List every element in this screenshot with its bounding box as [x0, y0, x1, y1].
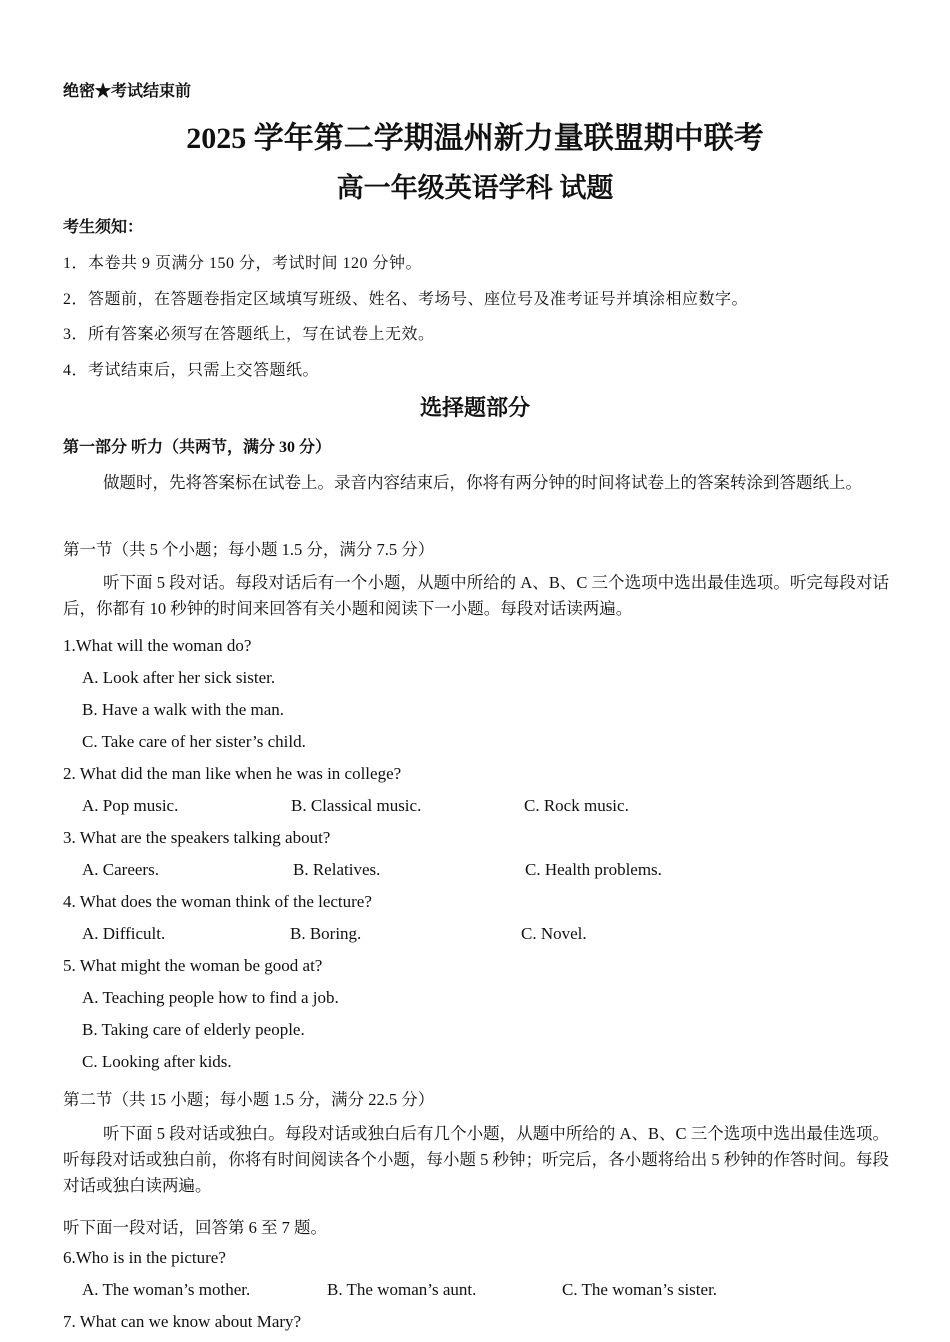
option-b: B. Classical music.: [291, 796, 422, 815]
option-a: A. Teaching people how to find a job.: [82, 988, 339, 1007]
exam-title: 2025 学年第二学期温州新力量联盟期中联考: [186, 122, 764, 155]
notice-item: 4．考试结束后，只需上交答题纸。: [63, 362, 320, 379]
notice-heading: 考生须知：: [63, 219, 144, 236]
question-stem: 5. What might the woman be good at?: [63, 956, 323, 975]
section2-instructions: 听下面 5 段对话或独白。每段对话或独白后有几个小题，从题中所给的 A、B、C 三个选项中选出最佳选项。听每段对话或独白前，你将有时间阅读各个小题，每小题 5 秒钟；听完后，各小题将给出 5 秒钟的作答时间。每段对话或独白读两遍。: [63, 1124, 889, 1195]
question-stem: 7. What can we know about Mary?: [63, 1312, 302, 1331]
option-c: C. Looking after kids.: [82, 1052, 232, 1071]
confidential-label: 绝密★考试结束前: [63, 83, 192, 100]
option-a: A. Difficult.: [82, 924, 166, 943]
option-a: A. Pop music.: [82, 796, 179, 815]
option-c: C. Health problems.: [525, 860, 662, 879]
part1-heading: 第一部分 听力（共两节，满分 30 分）: [63, 439, 332, 456]
option-b: B. Relatives.: [293, 860, 381, 879]
option-c: C. Novel.: [521, 924, 587, 943]
option-c: C. Take care of her sister’s child.: [82, 732, 306, 751]
question-stem: 4. What does the woman think of the lecture?: [63, 892, 372, 911]
option-c: C. Rock music.: [524, 796, 629, 815]
section-title: 选择题部分: [419, 395, 530, 420]
section1-instructions: 听下面 5 段对话。每段对话后有一个小题，从题中所给的 A、B、C 三个选项中选出最佳选项。听完每段对话后，你都有 10 秒钟的时间来回答有关小题和阅读下一小题。每段对话读两遍。: [63, 573, 889, 618]
section2-heading: 第二节（共 15 小题；每小题 1.5 分，满分 22.5 分）: [63, 1090, 435, 1109]
notice-item: 1．本卷共 9 页满分 150 分，考试时间 120 分钟。: [63, 255, 423, 272]
question-stem: 1.What will the woman do?: [63, 636, 252, 655]
question-stem: 3. What are the speakers talking about?: [63, 828, 331, 847]
exam-subtitle: 高一年级英语学科 试题: [336, 173, 614, 203]
question-stem: 6.Who is in the picture?: [63, 1248, 226, 1267]
option-b: B. Taking care of elderly people.: [82, 1020, 305, 1039]
notice-item: 2．答题前，在答题卷指定区域填写班级、姓名、考场号、座位号及准考证号并填涂相应数字。: [63, 291, 749, 308]
option-a: A. Careers.: [82, 860, 159, 879]
part1-instructions: 做题时，先将答案标在试卷上。录音内容结束后，你将有两分钟的时间将试卷上的答案转涂到答题纸上。: [103, 473, 862, 492]
section1-heading: 第一节（共 5 个小题；每小题 1.5 分，满分 7.5 分）: [63, 540, 435, 559]
notice-item: 3．所有答案必须写在答题纸上，写在试卷上无效。: [63, 326, 435, 343]
option-a: A. Look after her sick sister.: [82, 668, 276, 687]
option-b: B. The woman’s aunt.: [327, 1280, 477, 1299]
dialog-intro: 听下面一段对话，回答第 6 至 7 题。: [63, 1218, 327, 1237]
option-b: B. Boring.: [290, 924, 362, 943]
option-c: C. The woman’s sister.: [562, 1280, 718, 1299]
question-stem: 2. What did the man like when he was in college?: [63, 764, 402, 783]
option-b: B. Have a walk with the man.: [82, 700, 285, 719]
option-a: A. The woman’s mother.: [82, 1280, 251, 1299]
